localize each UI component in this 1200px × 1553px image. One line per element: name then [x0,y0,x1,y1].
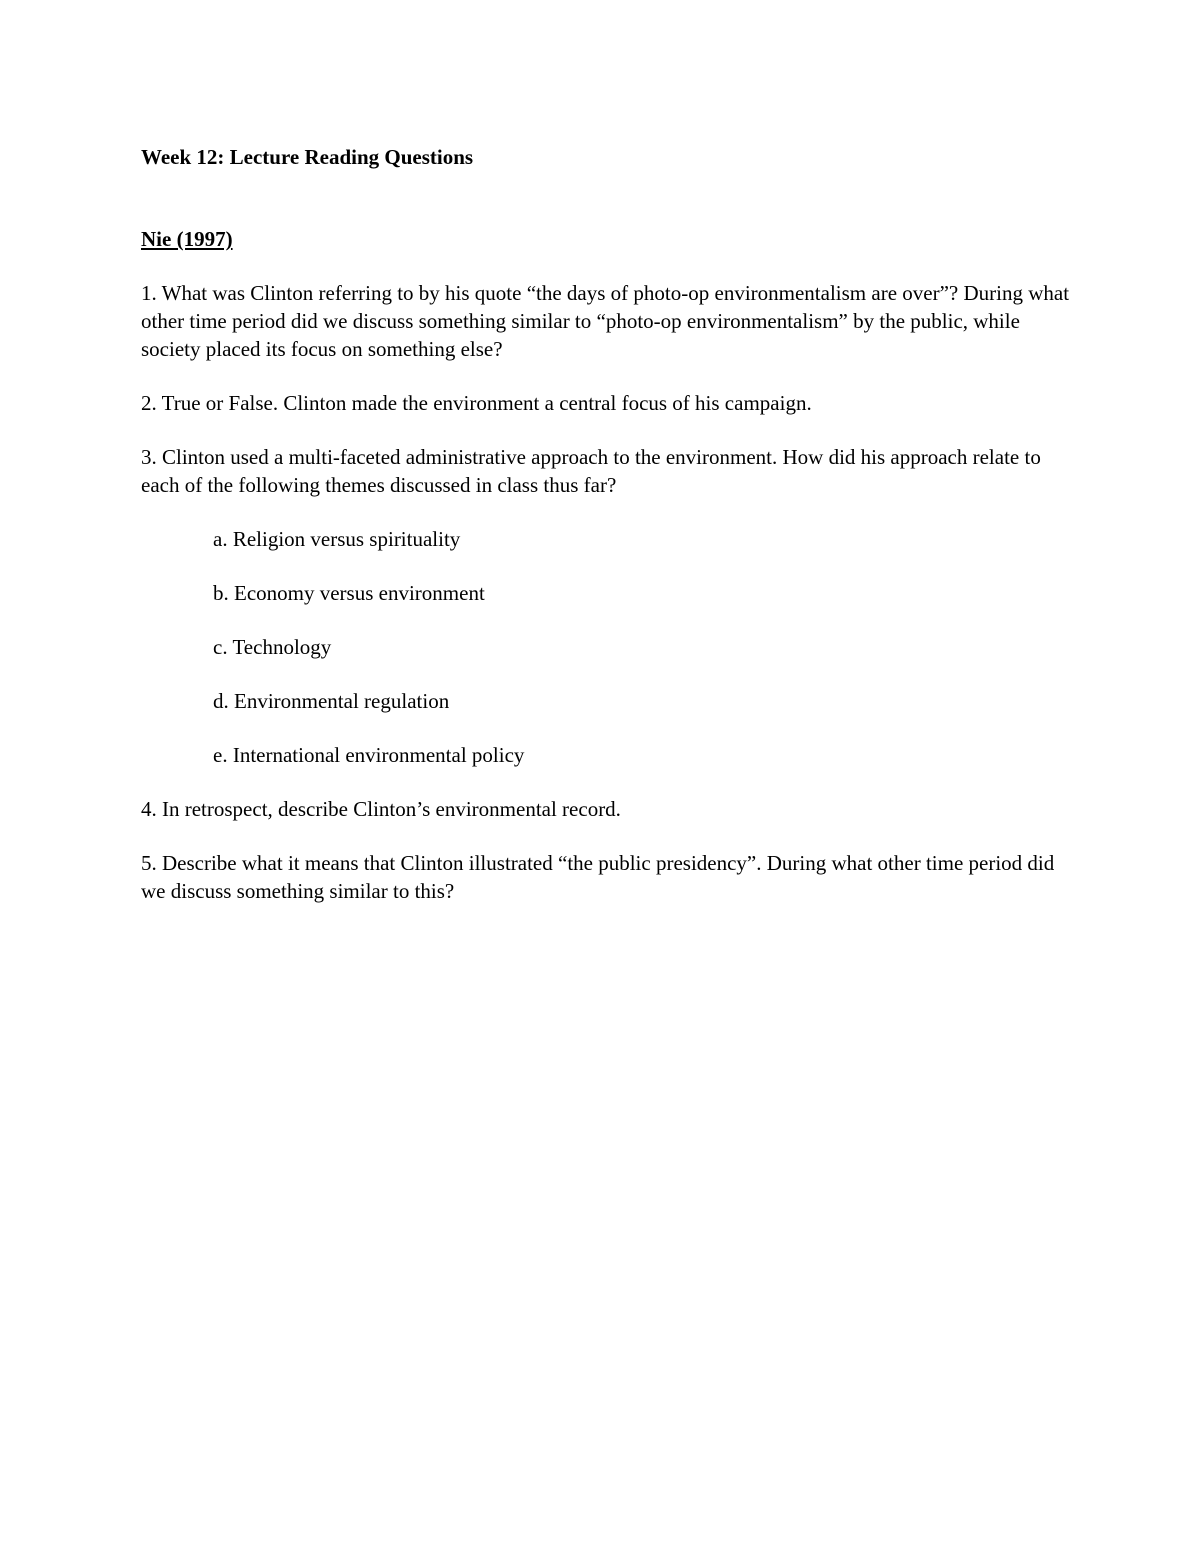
subitem-e: e. International environmental policy [213,743,525,767]
subitem-c: c. Technology [213,635,332,659]
question-3-subitems [141,525,1071,769]
question-2 [141,389,1071,417]
subitem-d: d. Environmental regulation [213,689,450,713]
document-title: Week 12: Lecture Reading Questions [141,145,474,169]
question-4-text: 4. In retrospect, describe Clinton’s environmental record. [141,797,621,821]
question-2-text: 2. True or False. Clinton made the environment a central focus of his campaign. [141,391,812,415]
subitem-a: a. Religion versus spirituality [213,527,461,551]
question-3-text: 3. Clinton used a multi-faceted administrative approach to the environment. How did his approach relate to each of the following themes discussed in class thus far? [141,445,1041,497]
question-1 [141,279,1071,363]
subitem-b: b. Economy versus environment [213,581,485,605]
question-3 [141,443,1071,769]
section-heading: Nie (1997) [141,227,233,251]
question-5 [141,849,1071,905]
document-content [141,143,1071,905]
question-5-text: 5. Describe what it means that Clinton illustrated “the public presidency”. During what other time period did we discuss something similar to this? [141,851,1055,903]
question-4 [141,795,1071,823]
question-1-text: 1. What was Clinton referring to by his quote “the days of photo-op environmentalism are over”? During what other time period did we discuss something similar to “photo-op environmentalism” by the public, while society placed its focus on something else? [141,281,1070,361]
